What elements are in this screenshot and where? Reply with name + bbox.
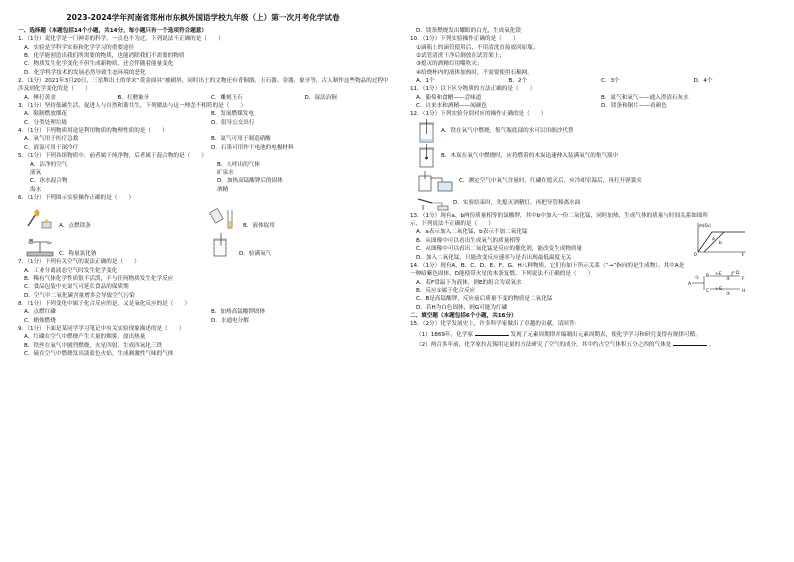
- question-stem: 1．（1分）说化学是一门神奇的科学，一点也不为过。下列说法不正确的是（ ）: [18, 36, 224, 43]
- question-15: [410, 320, 780, 349]
- option-c: C．分类处理垃圾: [24, 119, 68, 126]
- option-d: D．验满氧气: [238, 250, 272, 257]
- question-8: [18, 300, 392, 325]
- option-a: A．1个: [415, 78, 435, 85]
- page-title: 2023-2024学年河南省郑州市东枫外国语学校九年级（上）第一次月考化学试卷: [66, 13, 340, 22]
- section-heading: 一、选择题（本题包括14个小题，共14分，每小题只有一个选项符合题意）: [18, 28, 207, 34]
- option-b: B．加热高锰酸钾固体: [210, 309, 266, 316]
- option-d: D．加入二氧化锰，只能改变反应速率与是否出现最低温度无关: [415, 254, 572, 261]
- option-a: A．葡萄和食醋——尝味道: [415, 94, 482, 101]
- option-b: B．液体取用: [242, 222, 275, 229]
- question-10: [410, 35, 780, 85]
- option-b: B．木炭在氧气中燃烧时，应将燃着的木炭迅速伸入装满氧气的集气瓶中: [440, 153, 619, 160]
- node-c: C: [706, 288, 710, 294]
- option-b: B．发展燃煤发电: [210, 111, 254, 118]
- option-b: B．氮气可用于制造硝酸: [210, 136, 271, 143]
- option-c: C．雕刻玉石: [210, 94, 243, 101]
- reaction-1-mark: ①: [695, 275, 700, 281]
- option-d: D．倡导公交出行: [210, 119, 255, 126]
- question-1: [18, 35, 392, 77]
- option-a: A．工业分离液态空气时发生化学变化: [24, 267, 118, 274]
- option-c: C．B是高锰酸钾，反应前后质量不变的物质是二氧化锰: [415, 296, 553, 303]
- option-a: A．点燃镁条: [59, 222, 91, 229]
- option-a: A．氧气用于医疗急救: [24, 136, 79, 143]
- question-11: [410, 85, 780, 110]
- liquid-pour-figure: [208, 204, 240, 230]
- option-c: C．称量氯化钠: [59, 250, 97, 257]
- left-column: [18, 27, 392, 358]
- option-c: C．测定空气中氧气含量时，红磷在熄灭后，应冷却室温后，再打开弹簧夹: [458, 178, 642, 185]
- option-b: B．2个: [508, 78, 528, 85]
- question-stem: 11．（1分）以下区分物质的方法正确的是（ ）: [409, 86, 536, 93]
- option-c: C．自来水和酒精——闻颜色: [415, 103, 488, 110]
- question-stem: 4．（1分）下列物质用途是利用物质的物理性质的是（ ）: [18, 128, 168, 135]
- option-c: C．冰水混合物: [30, 178, 68, 185]
- option-d: D．镁条燃烧发出耀眼的白光，生成氧化镁: [415, 28, 521, 34]
- option-c: C．硫在空气中燃烧发出淡蓝色火焰，生成刺激性气味的气体: [24, 351, 174, 357]
- option-a: A．实验是学科学实验和化学学习的重要途径: [24, 44, 135, 51]
- option-d-second: 酒精: [216, 186, 229, 193]
- option-d: D．镁条和铜片——看颜色: [600, 103, 667, 110]
- reagent-e: +E: [715, 271, 722, 277]
- sub-question-2-end: 。: [708, 341, 715, 348]
- question-stem-cont: 一种暗紫色固体，D能使带火星的木条复燃。下列说法不正确的是（ ）: [409, 271, 594, 278]
- section-heading: 二、填空题（本题包括6个小题，共16分）: [409, 312, 517, 319]
- right-column: [410, 27, 780, 358]
- option-b: B．稀有气体化学性质很不活泼，不与任何物质发生化学反应: [24, 275, 174, 282]
- question-stem: 7．（1分）下列有关空气的说法正确的是（ ）: [18, 259, 140, 266]
- charcoal-burning-jar-figure: [416, 144, 438, 168]
- question-13: [410, 212, 780, 262]
- option-b: B．铁丝在氧气中剧烈燃烧，火星四射，生成四氧化三铁: [24, 342, 163, 349]
- option-b-second: 矿泉水: [216, 169, 234, 176]
- question-stem: 6．（1分）下列图示实验操作正确的是（ ）: [18, 194, 135, 201]
- sub-question-1-end: 发现了元素周期律并编制出元素周期表，使化学学习和研究变得有规律可循。: [510, 331, 701, 338]
- question-stem: 10．（1分）下列实验操作正确的是（ ）: [409, 36, 519, 43]
- question-3: [18, 102, 392, 127]
- answer-blank-2[interactable]: [673, 339, 707, 346]
- question-14: [410, 262, 780, 312]
- oxygen-content-apparatus-figure: [416, 169, 456, 193]
- option-b: B．氮气和氧气——通入澄清石灰水: [600, 94, 689, 101]
- balance-figure: [24, 234, 56, 258]
- question-4: [18, 127, 392, 152]
- option-b: B．反应①属于化合反应: [415, 287, 476, 294]
- option-d: D．湿法冶铜: [304, 94, 337, 101]
- option-a: A．洁净的空气: [30, 161, 68, 168]
- question-stem: 13．（1分）现有a、b两份质量相等的氯酸钾，其中b中加入一份二氧化锰，同时加热，生成气体的质量与时间关系如图所: [409, 212, 709, 219]
- option-a: A．点燃红磷: [24, 309, 56, 316]
- sub-question-2: （2）两百多年前，化学家拉瓦锡用定量的方法研究了空气的成分，其中约占空气体积五分之四的气体是: [415, 341, 672, 348]
- burning-magnesium-figure: [24, 206, 56, 230]
- question-stem: 14．（1分）现有A、B、C、D、E、F、G、H八种物质，它们有如下所示关系（“→”指向的是生成物），其中A是: [409, 262, 685, 269]
- option-c: C．蜡烛燃烧: [24, 317, 56, 324]
- option-d: D．实验结束时，先熄灭酒精灯，再把导管移离水面: [452, 199, 581, 206]
- option-c: C．液氮可用于深冷疗: [24, 144, 79, 151]
- question-5: [18, 152, 392, 194]
- option-b: B．从图像中可以看出生成氧气的质量相等: [415, 237, 521, 244]
- graph-xlabel: t: [742, 252, 744, 256]
- option-d: D．石墨可用作干电池的电极材料: [210, 144, 294, 151]
- graph-label-b: b: [719, 240, 722, 246]
- option-d: D．化学科学技术的发展必然导致生态环境的恶化: [24, 69, 146, 76]
- reaction-relationship-diagram: [686, 268, 750, 298]
- option-d: D．空气中二氧化碳含量增多会导致空气污染: [24, 292, 135, 299]
- heating-tube-figure: [416, 195, 450, 211]
- graph-origin: 0: [694, 252, 697, 256]
- question-stem: 9．（1分）下面是某同学学习笔记中有关实验现象描述的是（ ）: [18, 325, 185, 332]
- question-stem: 8．（1分）下列变化中属于化合反应的是，又是氧化反应的是（ ）: [18, 300, 191, 307]
- question-7: [18, 258, 392, 300]
- option-a-second: 液氧: [30, 169, 42, 176]
- option-a: A．捶打黄金: [24, 94, 56, 101]
- question-stem: 12．（1分）下列实验分别对应的操作正确的是（ ）: [409, 111, 547, 118]
- gas-jar-figure: [208, 232, 236, 258]
- question-stem: 2．（1分）2021年3月20日，三星堆出土的单宋“黄金面具”被刷屏，同时出土的文物还有青铜器、玉石器、金器、象牙等，古人制作这些物品的过程中涉及到化学变化的是（ ）: [18, 78, 389, 93]
- option-a: A．若F常温下为液体，则E的组合为双氧水: [415, 279, 522, 286]
- option-d: D．水通电分解: [210, 317, 249, 324]
- question-stem: 5．（1分）下列各组物质中，前者属于纯净物，后者属于混合物的是（ ）: [18, 153, 207, 160]
- option-b: B．人呼出的气体: [216, 161, 260, 168]
- question-2: [18, 77, 392, 102]
- graph-ylabel: m(O₂): [699, 222, 711, 228]
- node-h: H: [742, 288, 746, 294]
- option-d: D．若H为白色固体，则G可能为红磷: [415, 304, 508, 311]
- option-a: A．限制燃放烟花: [24, 111, 67, 118]
- option-c: C．物质发生化学变化不但生成新物质，还会伴随着能量变化: [24, 61, 174, 68]
- option-b: B．化学能创造出我们所需要的物质，也能消除我们不需要的物质: [24, 53, 185, 60]
- option-a: A．a表示加入二氧化锰，b表示不加二氧化锰: [415, 229, 528, 236]
- option-c-second: 海水: [30, 186, 42, 193]
- oxygen-time-graph: [690, 220, 748, 256]
- option-b: B．打磨象牙: [117, 94, 150, 101]
- iron-burning-jar-figure: [416, 119, 438, 143]
- option-d: D．4个: [693, 78, 713, 85]
- option-a: A．红磷在空气中燃烧产生大量的烟雾，放出热量: [24, 334, 146, 341]
- statement-3: ③熄灭的酒精灯用嘴吹灭；: [415, 61, 483, 68]
- question-9: [18, 325, 392, 358]
- question-stem: 3．（1分）坚持低碳生活，促进人与自然和谐共生，下列做法与这一理念不相符的是（ ）: [18, 103, 247, 110]
- question-12: [410, 110, 780, 211]
- answer-blank-1[interactable]: [475, 329, 509, 336]
- option-d: D．加热高锰酸钾后的固体: [216, 178, 283, 185]
- node-b: B: [706, 273, 710, 279]
- node-f: F: [742, 276, 745, 282]
- option-c: C．从图像中可以看出二氧化锰是反应的催化剂，能改变生成物质量: [415, 246, 583, 253]
- question-6: [18, 194, 392, 258]
- option-c: C．3个: [600, 78, 620, 85]
- statement-2: ②试管清洗干净后倒放在试管架上；: [415, 53, 505, 60]
- question-stem: 15．（2分）化学发展史上，许多科学家做出了卓越的贡献，请回答：: [409, 321, 581, 328]
- graph-label-a: a: [712, 236, 715, 242]
- option-c: C．食品包装中充氮气可延长食品的保质期: [24, 284, 129, 291]
- reaction-3-mark: ③: [726, 291, 731, 297]
- reaction-2-mark: ②: [726, 276, 731, 282]
- node-d: D: [736, 270, 740, 276]
- statement-4: ④给烧杯内的液体加热时，不需要使用石棉网。: [415, 69, 533, 76]
- node-a: A: [688, 281, 692, 287]
- sub-question-1-start: （1）1869年，化学家: [415, 331, 473, 338]
- question-stem-cont: 示，下列说法不正确的是（ ）: [409, 221, 494, 228]
- reagent-g: +G: [715, 286, 723, 292]
- statement-1: ①滴瓶上的滴管使用后，不用清洗直接放回原瓶；: [415, 44, 539, 51]
- option-a: A．铁在氧气中燃烧，集气瓶底部的水可以用细沙代替: [440, 128, 574, 135]
